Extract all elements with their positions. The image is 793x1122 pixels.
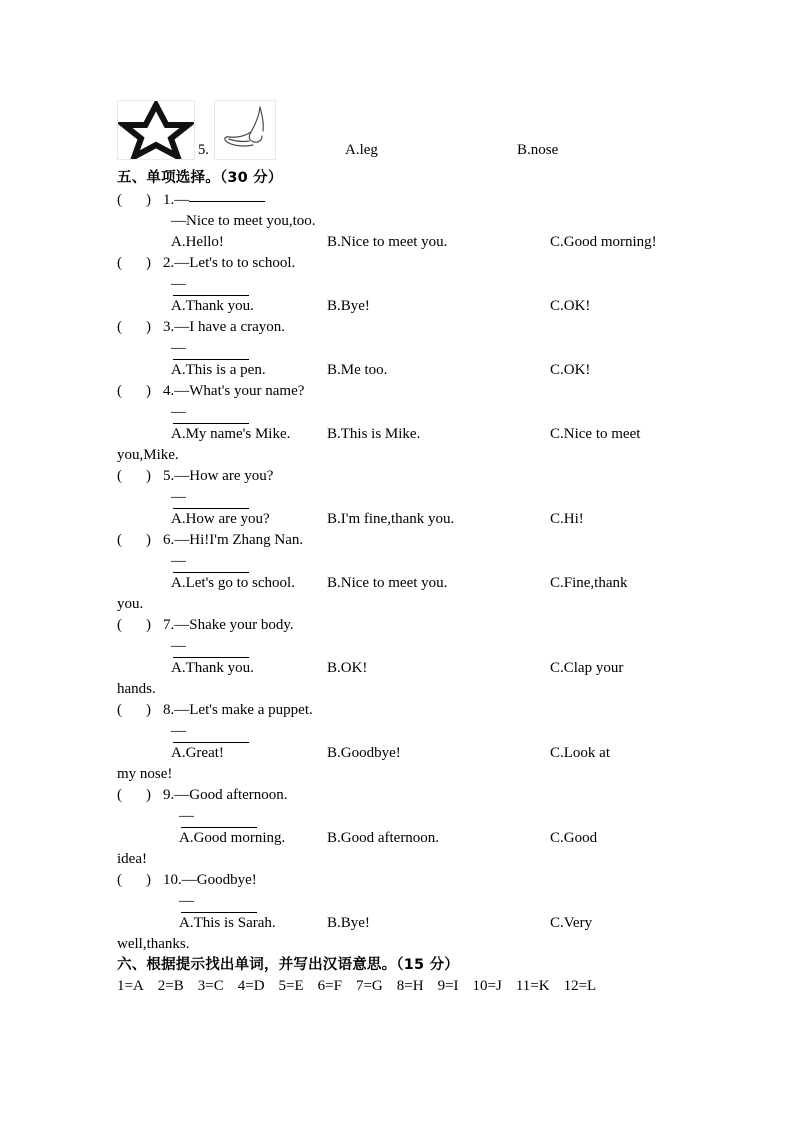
option-b[interactable]: B.Nice to meet you. [327, 575, 448, 591]
option-c[interactable]: C.Hi! [550, 511, 584, 527]
question-7-options [117, 658, 677, 679]
question-8-prompt [117, 700, 677, 721]
option-c[interactable]: C.OK! [550, 298, 591, 314]
option-b[interactable]: B.OK! [327, 660, 368, 676]
option-b[interactable]: B.Goodbye! [327, 745, 401, 761]
option-c-continuation: well,thanks. [117, 936, 190, 952]
question-number: 9. [163, 787, 175, 803]
option-a[interactable]: A.This is a pen. [171, 362, 266, 378]
nose-icon [214, 100, 276, 160]
prompt-text: —Hi!I'm Zhang Nan. [174, 532, 304, 548]
question-4-prompt [117, 381, 677, 402]
question-10-options [117, 913, 677, 934]
prompt-text: —Let's to to school. [174, 255, 296, 271]
dash: — [174, 192, 190, 208]
question-number: 10. [163, 872, 182, 888]
option-c[interactable]: C.Good morning! [550, 234, 657, 250]
option-b[interactable]: B.Bye! [327, 915, 370, 931]
question-1-reply: —Nice to meet you,too. [171, 213, 316, 229]
option-b[interactable]: B.Nice to meet you. [327, 234, 448, 250]
option-a[interactable]: A.Great! [171, 745, 224, 761]
question-5 [117, 466, 677, 530]
question-3-reply-dash: — [171, 340, 186, 356]
letter-map-item: 1=A [117, 978, 144, 994]
option-b[interactable]: B.Me too. [327, 362, 388, 378]
prompt-text: —How are you? [174, 468, 274, 484]
option-a[interactable]: A.Hello! [171, 234, 224, 250]
answer-bracket[interactable]: ( ) [117, 532, 151, 548]
letter-map-item: 9=I [437, 978, 459, 994]
option-a[interactable]: A.Thank you. [171, 660, 254, 676]
question-5-prompt [117, 466, 677, 487]
answer-bracket[interactable]: ( ) [117, 255, 151, 271]
question-3-options [117, 360, 677, 381]
picture-question-row [117, 100, 677, 168]
question-9 [117, 785, 677, 870]
question-5-reply-dash: — [171, 489, 186, 505]
question-7-prompt [117, 615, 677, 636]
question-5-options [117, 509, 677, 530]
option-a[interactable]: A.This is Sarah. [179, 915, 276, 931]
option-c-continuation: you. [117, 596, 144, 612]
letter-map-item: 5=E [278, 978, 304, 994]
letter-map-item: 4=D [237, 978, 265, 994]
answer-bracket[interactable]: ( ) [117, 872, 151, 888]
letter-map-item: 12=L [563, 978, 597, 994]
question-8-options [117, 743, 677, 764]
option-c-continuation: idea! [117, 851, 147, 867]
answer-bracket[interactable]: ( ) [117, 383, 151, 399]
question-6-prompt [117, 530, 677, 551]
question-4-options [117, 424, 677, 445]
letter-map-item: 11=K [515, 978, 550, 994]
letter-map-row [117, 976, 677, 997]
answer-bracket[interactable]: ( ) [117, 702, 151, 718]
question-6-reply-dash: — [171, 553, 186, 569]
option-c[interactable]: C.Nice to meet [550, 426, 641, 442]
option-c[interactable]: C.Fine,thank [550, 575, 628, 591]
option-a[interactable]: A.My name's Mike. [171, 426, 291, 442]
option-c[interactable]: C.Good [550, 830, 598, 846]
answer-bracket[interactable]: ( ) [117, 617, 151, 633]
letter-map-item: 10=J [472, 978, 502, 994]
question-3-prompt [117, 317, 677, 338]
option-b[interactable]: B.Good afternoon. [327, 830, 440, 846]
question-9-prompt [117, 785, 677, 806]
question-number: 8. [163, 702, 175, 718]
question-8-reply-dash: — [171, 723, 186, 739]
question-1 [117, 189, 677, 253]
option-a[interactable]: A.Thank you. [171, 298, 254, 314]
letter-map-item: 7=G [355, 978, 383, 994]
question-9-options [117, 828, 677, 849]
question-4-reply-dash: — [171, 404, 186, 420]
question-10-reply-dash: — [179, 893, 194, 909]
option-c-continuation: hands. [117, 681, 156, 697]
question-7 [117, 615, 677, 700]
prompt-text: —Let's make a puppet. [174, 702, 313, 718]
question-8 [117, 700, 677, 785]
picture-option-b[interactable]: B.nose [517, 142, 559, 158]
answer-blank[interactable] [189, 189, 265, 202]
question-2 [117, 253, 677, 317]
option-b[interactable]: B.Bye! [327, 298, 370, 314]
letter-map-item: 2=B [157, 978, 184, 994]
picture-question-number: 5. [198, 142, 209, 158]
question-2-reply-dash: — [171, 276, 186, 292]
prompt-text: —I have a crayon. [174, 319, 286, 335]
question-9-reply-dash: — [179, 808, 194, 824]
question-number: 1. [163, 192, 175, 208]
letter-map-item: 6=F [317, 978, 342, 994]
question-4 [117, 381, 677, 466]
section-six-heading: 六、根据提示找出单词，并写出汉语意思。（15 分） [117, 957, 459, 973]
question-number: 7. [163, 617, 175, 633]
prompt-text: —Shake your body. [174, 617, 294, 633]
star-icon [117, 100, 195, 160]
question-6 [117, 530, 677, 615]
question-number: 3. [163, 319, 175, 335]
option-c-continuation: you,Mike. [117, 447, 179, 463]
option-b[interactable]: B.I'm fine,thank you. [327, 511, 455, 527]
picture-option-a[interactable]: A.leg [345, 142, 378, 158]
option-c-continuation: my nose! [117, 766, 173, 782]
answer-bracket[interactable]: ( ) [117, 319, 151, 335]
question-3 [117, 317, 677, 381]
option-c[interactable]: C.OK! [550, 362, 591, 378]
answer-bracket[interactable]: ( ) [117, 468, 151, 484]
question-1-options [117, 232, 677, 253]
question-2-options [117, 296, 677, 317]
option-b[interactable]: B.This is Mike. [327, 426, 421, 442]
question-number: 6. [163, 532, 175, 548]
question-6-options [117, 573, 677, 594]
letter-map-item: 3=C [197, 978, 224, 994]
prompt-text: —What's your name? [174, 383, 305, 399]
prompt-text: —Goodbye! [181, 872, 257, 888]
question-1-prompt [117, 189, 677, 211]
prompt-text: —Good afternoon. [174, 787, 288, 803]
page-content [117, 100, 677, 997]
option-c[interactable]: C.Very [550, 915, 593, 931]
letter-map-item: 8=H [396, 978, 424, 994]
option-a[interactable]: A.Let's go to school. [171, 575, 295, 591]
option-a[interactable]: A.Good morning. [179, 830, 286, 846]
question-number: 4. [163, 383, 175, 399]
question-number: 5. [163, 468, 175, 484]
section-five-heading: 五、单项选择。（30 分） [117, 170, 283, 186]
question-10-prompt [117, 870, 677, 891]
option-c[interactable]: C.Clap your [550, 660, 624, 676]
option-c[interactable]: C.Look at [550, 745, 610, 761]
answer-bracket[interactable]: ( ) [117, 787, 151, 803]
question-number: 2. [163, 255, 175, 271]
answer-bracket[interactable]: ( ) [117, 192, 151, 208]
question-7-reply-dash: — [171, 638, 186, 654]
question-2-prompt [117, 253, 677, 274]
question-10 [117, 870, 677, 955]
option-a[interactable]: A.How are you? [171, 511, 270, 527]
